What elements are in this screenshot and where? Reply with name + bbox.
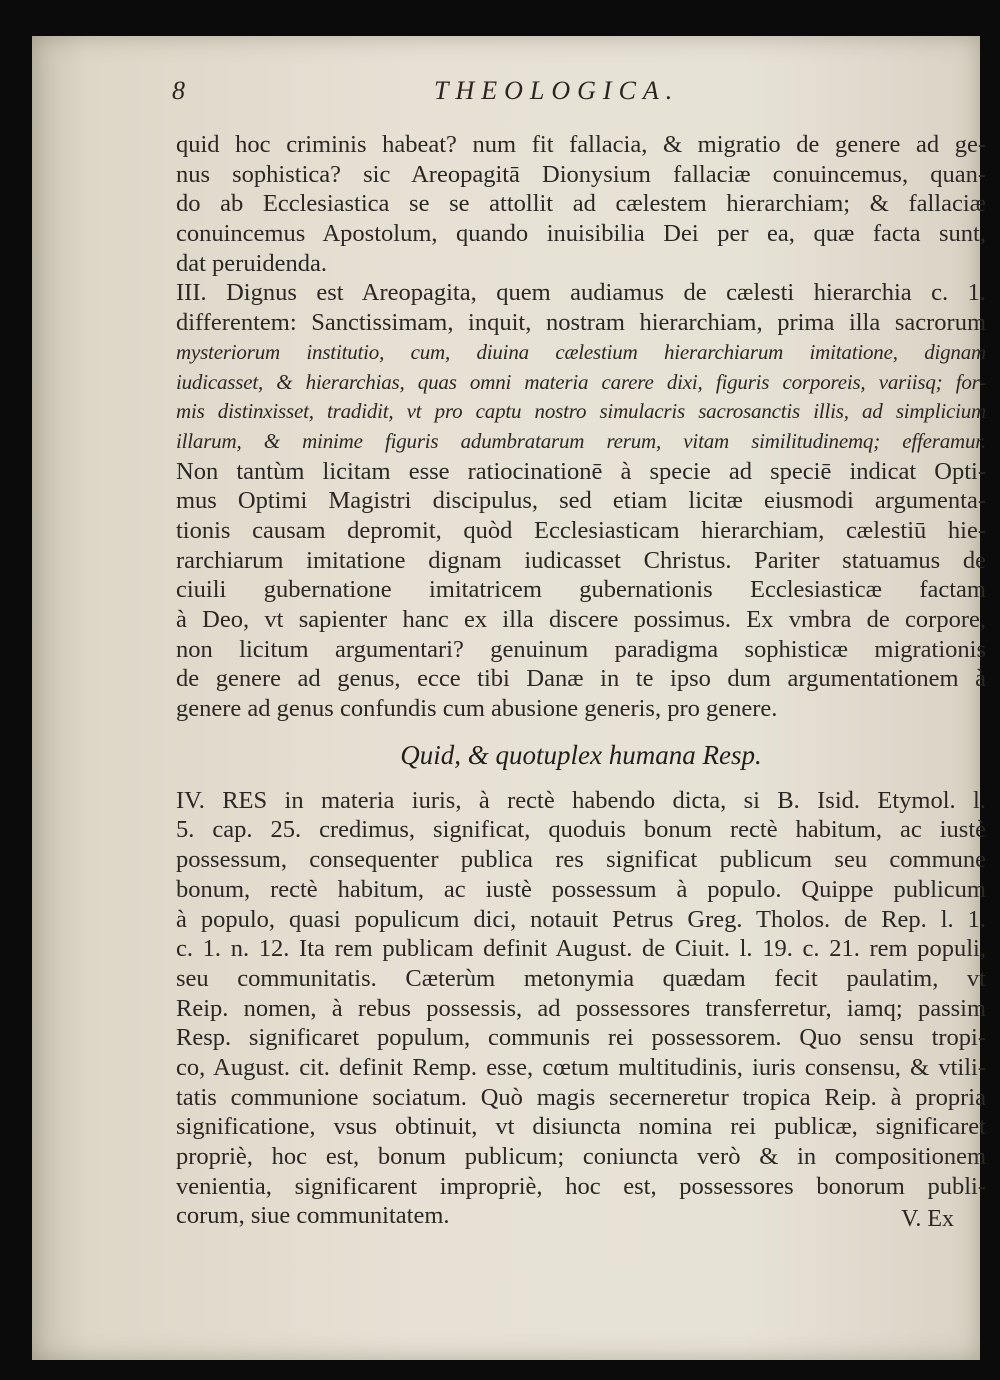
text-line: IV. RES in materia iuris, à rectè habendo dicta, si B. Isid. Etymol. l. (176, 786, 986, 814)
text-line: de genere ad genus, ecce tibi Danæ in te ipso dum argumentationem à (176, 665, 986, 693)
page-header (172, 76, 972, 112)
text-line: seu communitatis. Cæterùm metonymia quædam fecit paulatim, vt (176, 964, 986, 992)
text-line: III. Dignus est Areopagita, quem audiamus de cælesti hierarchia c. 1. (176, 279, 986, 307)
text-line: rarchiarum imitatione dignam iudicasset Christus. Pariter statuamus de (176, 546, 986, 574)
quotation-line: iudicasset, & hierarchias, quas omni materia carere dixi, figuris corporeis, variisq; for- (176, 369, 986, 394)
text-line: dat peruidenda. (176, 249, 328, 277)
text-line: tatis communione sociatum. Quò magis secerneretur tropica Reip. à propria (176, 1083, 986, 1111)
text-line: ciuili gubernatione imitatricem gubernationis Ecclesiasticæ factam (176, 576, 986, 604)
quotation-line: mis distinxisset, tradidit, vt pro captu nostro simulacris sacrosanctis illis, ad simplicium (176, 399, 986, 424)
quotation-line: mysteriorum institutio, cum, diuina cælestium hierarchiarum imitatione, dignam (176, 339, 986, 364)
text-line: possessum, consequenter publica res significat publicum seu commune (176, 846, 986, 874)
text-line: c. 1. n. 12. Ita rem publicam definit August. de Ciuit. l. 19. c. 21. rem populi, (176, 935, 986, 963)
text-line: quid hoc criminis habeat? num fit fallacia, & migratio de genere ad ge- (176, 131, 986, 158)
text-line: differentem: Sanctissimam, inquit, nostram hierarchiam, prima illa sacrorum (176, 309, 986, 337)
text-line: Reip. nomen, à rebus possessis, ad possessores transferretur, iamq; passim (176, 994, 986, 1022)
text-line: non licitum argumentari? genuinum paradigma sophisticæ migrationis (176, 635, 986, 663)
text-line: venientia, significarent impropriè, hoc est, possessores bonorum publi- (176, 1172, 986, 1200)
text-line: mus Optimi Magistri discipulus, sed etiam licitæ eiusmodi argumenta- (176, 487, 986, 515)
text-line: do ab Ecclesiastica se se attollit ad cælestem hierarchiam; & fallaciæ (176, 190, 986, 218)
text-line: propriè, hoc est, bonum publicum; coniuncta verò & in compositionem (176, 1143, 986, 1170)
text-line: à Deo, vt sapienter hanc ex illa discere possimus. Ex vmbra de corpore, (176, 606, 986, 633)
paragraph-1 (176, 130, 986, 278)
text-line: bonum, rectè habitum, ac iustè possessum à populo. Quippe publicum (176, 875, 986, 903)
page-number: 8 (172, 76, 185, 105)
text-line: Resp. significaret populum, communis rei possessorem. Quo sensu tropi- (176, 1024, 986, 1052)
text-line: Non tantùm licitam esse ratiocinationē à specie ad speciē indicat Opti- (176, 457, 986, 485)
text-line: co, August. cit. definit Remp. esse, cœtum multitudinis, iuris consensu, & vtili- (176, 1053, 986, 1081)
section-heading: Quid, & quotuplex humana Resp. (400, 739, 762, 770)
text-line: nus sophistica? sic Areopagitā Dionysium fallaciæ conuincemus, quan- (176, 160, 986, 188)
text-line: corum, siue communitatem. (176, 1202, 450, 1230)
text-line: à populo, quasi populicum dici, notauit Petrus Greg. Tholos. de Rep. l. 1. (176, 905, 986, 933)
main-text (176, 130, 986, 1231)
catchword: V. Ex (901, 1206, 954, 1232)
running-title: THEOLOGICA. (434, 76, 680, 105)
quotation-line: illarum, & minime figuris adumbratarum rerum, vitam similitudinemq; efferamur. (176, 428, 986, 453)
text-line: 5. cap. 25. credimus, significat, quoduis bonum rectè habitum, ac iustè (176, 816, 986, 844)
text-line: conuincemus Apostolum, quando inuisibilia Dei per ea, quæ facta sunt, (176, 220, 986, 248)
book-page (32, 36, 986, 1360)
text-line: significatione, vsus obtinuit, vt disiuncta nomina rei publicæ, significaret (176, 1113, 986, 1141)
paragraph-2 (176, 278, 986, 723)
text-line: tionis causam depromit, quòd Ecclesiasticam hierarchiam, cælestiū hie- (176, 516, 986, 544)
text-line: genere ad genus confundis cum abusione generis, pro genere. (176, 695, 778, 723)
paragraph-3 (176, 786, 986, 1231)
